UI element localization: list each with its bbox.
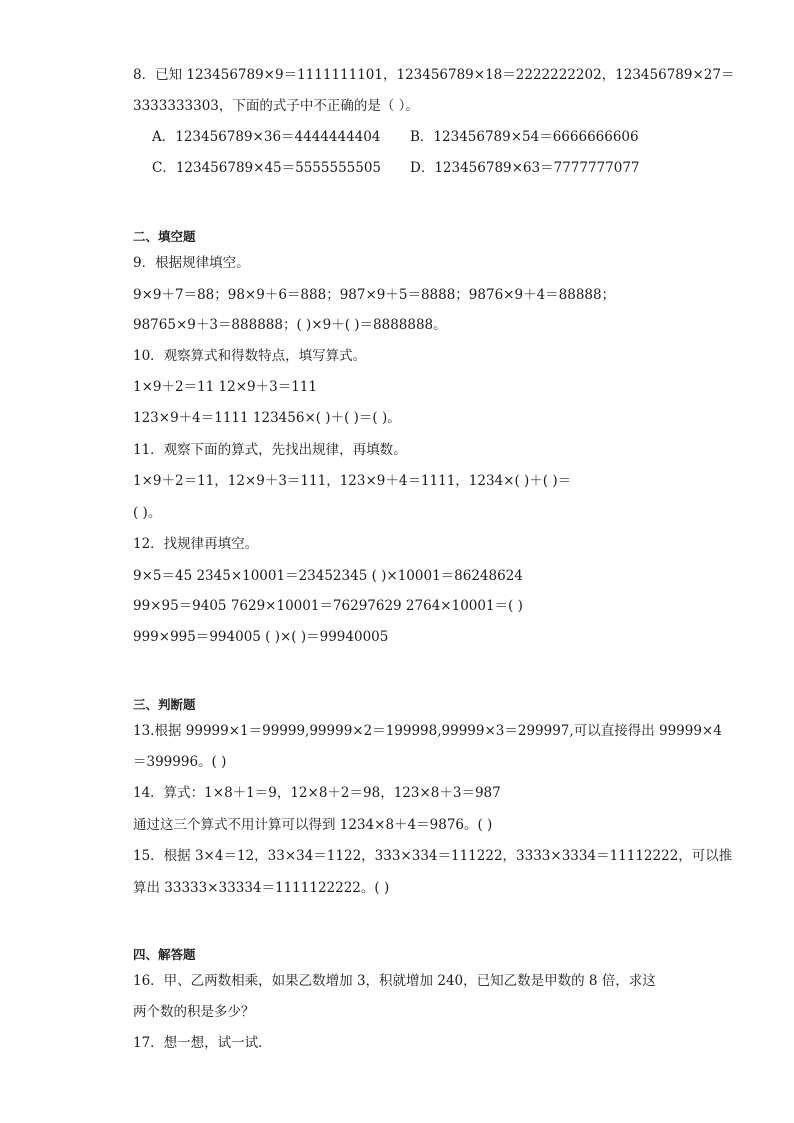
q9-line-2: 9×9＋7＝88；98×9＋6＝888；987×9＋5＝8888；9876×9＋4＝88888； [133, 287, 616, 303]
q14-line-2: 通过这三个算式不用计算可以得到 1234×8＋4＝9876。( ) [133, 817, 493, 833]
q8-line-1: 8．已知 123456789×9＝1111111101，123456789×18＝2222222202，123456789×27＝ [133, 67, 735, 83]
q8-option-b: B．123456789×54＝6666666606 [410, 129, 639, 145]
q8-option-c: C．123456789×45＝5555555505 [152, 160, 382, 176]
q11-line-2: 1×9＋2＝11，12×9＋3＝111，123×9＋4＝1111，1234×( )＋( )＝ [133, 473, 572, 489]
q8-line-2: 3333333303，下面的式子中不正确的是（ ）。 [133, 98, 419, 114]
q13-line-2: ＝399996。( ) [133, 754, 227, 770]
q17-line-1: 17．想一想，试一试． [133, 1035, 272, 1051]
section-title-problem-solving: 四、解答题 [133, 947, 196, 962]
q15-line-1: 15．根据 3×4＝12，33×34＝1122，333×334＝111222，3333×3334＝11112222，可以推 [133, 848, 733, 864]
q16-line-1: 16．甲、乙两数相乘，如果乙数增加 3，积就增加 240，已知乙数是甲数的 8 倍，求这 [133, 973, 656, 989]
q16-line-2: 两个数的积是多少？ [133, 1004, 255, 1020]
q9-line-1: 9．根据规律填空。 [133, 255, 250, 271]
q12-line-4: 999×995＝994005 ( )×( )＝99940005 [133, 629, 389, 645]
q10-line-3: 123×9＋4＝1111 123456×( )＋( )＝( )。 [133, 410, 401, 426]
section-title-fill-in: 二、填空题 [133, 229, 196, 244]
q12-line-2: 9×5＝45 2345×10001＝23452345 ( )×10001＝86248624 [133, 568, 523, 584]
q8-option-a: A．123456789×36＝4444444404 [152, 129, 381, 145]
q11-line-1: 11．观察下面的算式，先找出规律，再填数。 [133, 442, 407, 458]
q15-line-2: 算出 33333×33334＝1111122222。( ) [133, 880, 390, 896]
q10-line-2: 1×9＋2＝11 12×9＋3＝111 [133, 379, 317, 395]
q9-line-3: 98765×9＋3＝888888；( )×9＋( )＝8888888。 [133, 317, 447, 333]
q14-line-1: 14．算式：1×8＋1＝9，12×8＋2＝98，123×8＋3＝987 [133, 785, 501, 801]
q12-line-3: 99×95＝9405 7629×10001＝76297629 2764×10001＝( ) [133, 598, 523, 614]
section-title-true-false: 三、判断题 [133, 697, 196, 712]
q8-option-d: D．123456789×63＝7777777077 [410, 160, 640, 176]
q10-line-1: 10．观察算式和得数特点，填写算式。 [133, 348, 367, 364]
q12-line-1: 12．找规律再填空。 [133, 536, 259, 552]
q13-line-1: 13.根据 99999×1＝99999,99999×2＝199998,99999×3＝299997,可以直接得出 99999×4 [133, 723, 722, 739]
q11-line-3: ( )。 [133, 505, 162, 521]
